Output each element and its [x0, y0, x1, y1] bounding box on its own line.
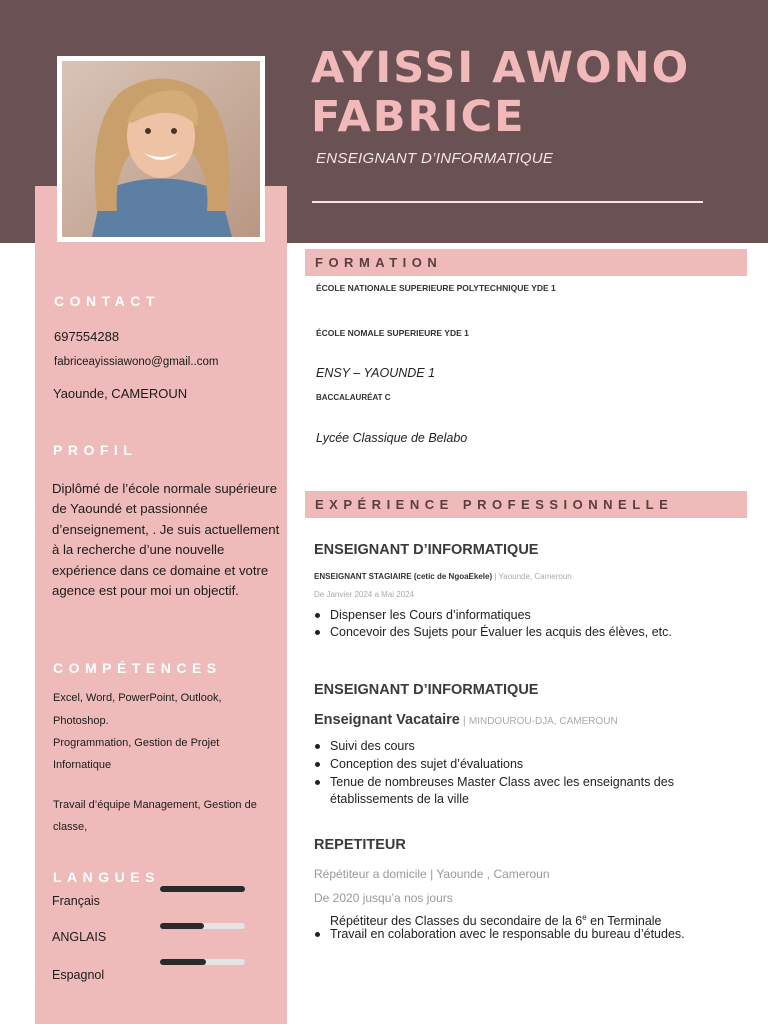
language-label: ANGLAIS [52, 930, 107, 944]
language-label: Espagnol [52, 968, 105, 982]
skill-line: Travail d’équipe Management, Gestion de [53, 799, 257, 811]
contact-location: Yaounde, CAMEROUN [53, 386, 188, 401]
job-place: Yaounde , Cameroun [436, 867, 550, 881]
job-role: ENSEIGNANT STAGIAIRE (cetic de NgoaEkele) [314, 572, 493, 581]
formation-heading: FORMATION [315, 255, 443, 270]
language-level-bar [160, 923, 245, 929]
contact-email: fabriceayissiawono@gmail..com [54, 356, 219, 368]
education-school: ÉCOLE NATIONALE SUPERIEURE POLYTECHNIQUE YDE 1 [316, 283, 556, 293]
language-label: Français [52, 894, 100, 908]
job-title: ENSEIGNANT D’INFORMATIQUE [314, 542, 539, 558]
job-bullet: Dispenser les Cours d’informatiques [330, 608, 531, 622]
job-role: Répétiteur a domicile [314, 867, 427, 881]
job-bullet: Tenue de nombreuses Master Class avec les enseignants des [330, 775, 674, 789]
job-title: ENSEIGNANT D’INFORMATIQUE [314, 682, 539, 698]
skill-line: Programmation, Gestion de Projet [53, 737, 220, 749]
contact-phone: 697554288 [54, 329, 120, 344]
job-line-end: en Terminale [586, 914, 662, 929]
language-level-bar [160, 886, 245, 892]
education-school: ÉCOLE NOMALE SUPERIEURE YDE 1 [316, 328, 469, 338]
job-role: Enseignant Vacataire [314, 712, 460, 728]
job-dates: De Janvier 2024 a Mai 2024 [314, 590, 415, 599]
job-place: MINDOUROU-DJA, CAMEROUN [468, 716, 618, 727]
languages-heading: LANGUES [53, 869, 160, 885]
language-level-fill [160, 923, 204, 929]
job-bullet: Travail en colaboration avec le responsable du bureau d’études. [330, 927, 685, 941]
job-bullet: Concevoir des Sujets pour Évaluer les acquis des élèves, etc. [330, 625, 672, 639]
profile-photo [62, 61, 260, 237]
job-role-line: Enseignant Vacataire | MINDOUROU-DJA, CAMEROUN [314, 712, 618, 728]
job-bullet: Conception des sujet d’évaluations [330, 757, 524, 771]
language-level-fill [160, 959, 206, 965]
name-line-2: FABRICE [311, 92, 526, 142]
job-bullet-continued: établissements de la ville [330, 792, 469, 806]
education-place: ENSY – YAOUNDE 1 [316, 366, 436, 380]
skill-line: Photoshop. [53, 715, 109, 727]
job-title: REPETITEUR [314, 837, 406, 853]
name-line-1: AYISSI AWONO [311, 43, 691, 93]
language-level-bar [160, 959, 245, 965]
job-role-line: ENSEIGNANT STAGIAIRE (cetic de NgoaEkele) | Yaounde, Cameroun [314, 572, 572, 581]
contact-heading: CONTACT [54, 293, 160, 309]
skill-line: Infornatique [53, 759, 112, 771]
education-place: Lycée Classique de Belabo [316, 431, 468, 445]
skill-line: Excel, Word, PowerPoint, Outlook, [53, 692, 222, 704]
profile-heading: PROFIL [53, 442, 138, 458]
experience-heading: EXPÉRIENCE PROFESSIONNELLE [315, 497, 674, 512]
skills-heading: COMPÉTENCES [53, 660, 222, 676]
job-role-line: Répétiteur a domicile | Yaounde , Cameroun [314, 867, 550, 881]
education-degree: BACCALAURÉAT C [316, 393, 391, 402]
skill-line: classe, [53, 821, 88, 833]
job-dates: De 2020 jusqu’a nos jours [314, 891, 453, 905]
job-title: ENSEIGNANT D’INFORMATIQUE [316, 150, 554, 167]
profile-text: Diplômé de l’école normale supérieure de Yaoundé et passionnée d’enseignement, . Je suis actuellement à la recherche d’une nouvelle expérience dans ce domaine et votre agence est pour moi un objectif. [52, 481, 280, 599]
job-bullet: Suivi des cours [330, 739, 415, 753]
language-level-fill [160, 886, 245, 892]
header-divider [312, 201, 703, 203]
job-place: Yaounde, Cameroun [498, 572, 572, 581]
formation-band [305, 249, 747, 276]
job-line-text: Répétiteur des Classes du secondaire de la 6 [330, 914, 583, 929]
experience-band [305, 491, 747, 518]
job-line-sup: e [582, 913, 587, 922]
